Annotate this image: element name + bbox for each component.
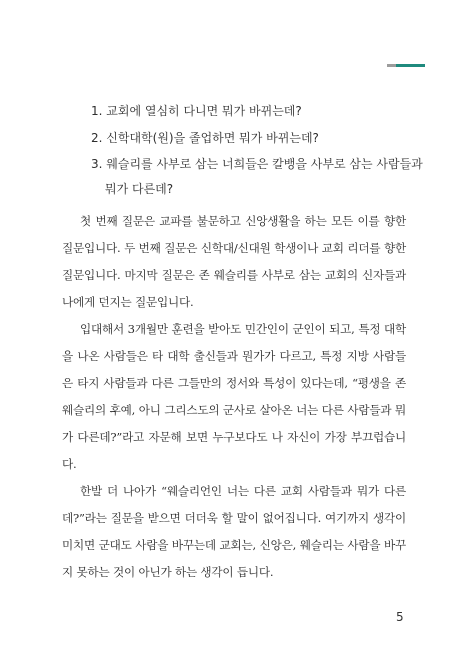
question-2: 2. 신학대학(원)을 졸업하면 뭐가 바뀌는데? (91, 131, 319, 145)
question-3: 3. 웨슬리를 사부로 삼는 너희들은 칼뱅을 사부로 삼는 사람들과 (91, 157, 423, 171)
paragraph-2: 입대해서 3개월만 훈련을 받아도 민간인이 군인이 되고, 특정 대학을 나온 사람들은 타 대학 출신들과 뭔가가 다르고, 특정 지방 사람들은 타지 사람들과 다른 그들만의 정서와 특성이 있다는데, “평생을 존 웨슬리의 후예, 아니 그리스도의 군사로 살아온 너는 다른 사람들과 뭐가 다른데?”라고 자문해 보면 누구보다도 나 자신이 가장 부끄럽습니다. (62, 322, 406, 471)
paragraph-1: 첫 번째 질문은 교파를 불문하고 신앙생활을 하는 모든 이를 향한 질문입니다. 두 번째 질문은 신학대/신대원 학생이나 교회 리더를 향한 질문입니다. 마지막 질문은 존 웨슬리를 사부로 삼는 교회의 신자들과 나에게 던지는 질문입니다. (62, 214, 406, 309)
question-3-continued: 뭐가 다른데? (105, 182, 174, 196)
page-number: 5 (396, 610, 404, 624)
paragraph-3: 한발 더 나아가 “웨슬리언인 너는 다른 교회 사람들과 뭐가 다른데?”라는 질문을 받으면 더더욱 할 말이 없어집니다. 여기까지 생각이 미치면 군대도 사람을 바꾸는데 교회는, 신앙은, 웨슬리는 사람을 바꾸지 못하는 것이 아닌가 하는 생각이 듭니다. (62, 484, 406, 579)
header-accent-bar (387, 64, 425, 67)
accent-gray-segment (387, 64, 396, 67)
question-1: 1. 교회에 열심히 다니면 뭐가 바뀌는데? (91, 104, 302, 118)
accent-teal-segment (396, 64, 425, 67)
body-text (62, 208, 406, 586)
